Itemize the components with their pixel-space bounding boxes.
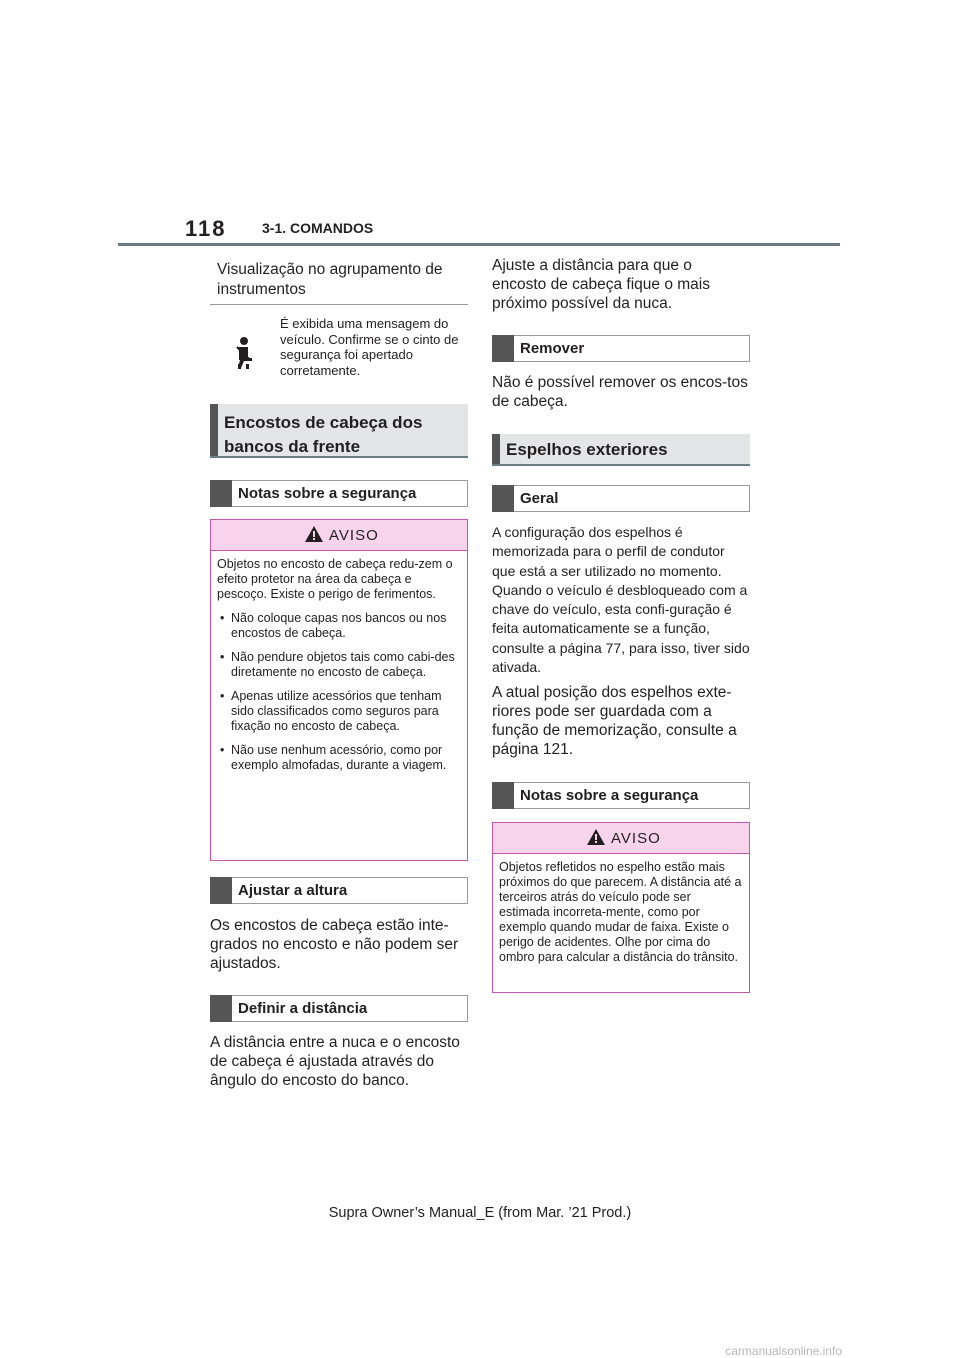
warning-header bbox=[493, 823, 749, 854]
warning-triangle-icon bbox=[587, 829, 605, 850]
heading-bar bbox=[210, 877, 232, 904]
warning-box-headrest bbox=[210, 519, 468, 861]
warning-bullet: • Apenas utilize acessórios que tenham sido classificados como seguros para fixação no encosto de cabeça. bbox=[217, 689, 461, 734]
general-heading bbox=[492, 485, 750, 512]
heading-bar bbox=[210, 995, 232, 1022]
mirrors-heading-text: Espelhos exteriores bbox=[506, 440, 668, 459]
display-title-text: Visualização no agrupamento de instrumentos bbox=[217, 261, 443, 298]
height-heading bbox=[210, 877, 468, 904]
safety-heading-right bbox=[492, 782, 750, 809]
warning-header bbox=[211, 520, 467, 551]
seatbelt-message: É exibida uma mensagem do veículo. Confirme se o cinto de segurança foi apertado corretamente. bbox=[280, 316, 459, 378]
adjust-text: Ajuste a distância para que o encosto de cabeça fique o mais próximo possível da nuca. bbox=[492, 257, 710, 312]
general-text-2: A atual posição dos espelhos exte-riores pode ser guardada com a função de memorização, consulte a página 121. bbox=[492, 684, 737, 758]
watermark: carmanualsonline.info bbox=[725, 1344, 842, 1358]
distance-heading bbox=[210, 995, 468, 1022]
general-text-1: A configuração dos espelhos é memorizada para o perfil de condutor que está a ser utilizado no momento. Quando o veículo é desbloqueado com a chave do veículo, esta confi-guração é feita automaticamente se a função, consulte a página 77, para isso, tiver sido ativada. bbox=[492, 524, 750, 676]
warning-bullet: • Não use nenhum acessório, como por exemplo almofadas, durante a viagem. bbox=[217, 743, 461, 773]
warning-label: AVISO bbox=[611, 830, 661, 847]
warning-bullet: • Não coloque capas nos bancos ou nos encostos de cabeça. bbox=[217, 611, 461, 641]
heading-bar bbox=[492, 782, 514, 809]
remove-heading-text: Remover bbox=[520, 340, 585, 357]
heading-bar bbox=[492, 485, 514, 512]
page-number: 118 bbox=[185, 216, 227, 241]
headrest-heading-text: Encostos de cabeça dos bancos da frente bbox=[224, 413, 423, 456]
general-heading-text: Geral bbox=[520, 490, 559, 507]
safety-heading-right-text: Notas sobre a segurança bbox=[520, 787, 699, 804]
warning-text: Objetos refletidos no espelho estão mais próximos do que parecem. A distância até a terceiros atrás do veículo pode ser estimada incorreta-mente, como por exemplo quando mudar de faixa. Existe o perigo de acidentes. Olhe por cima do ombro para calcular a distância do trânsito. bbox=[499, 860, 742, 964]
heading-bar bbox=[492, 335, 514, 362]
warning-label: AVISO bbox=[329, 527, 379, 544]
height-text: Os encostos de cabeça estão inte-grados no encosto e não podem ser ajustados. bbox=[210, 917, 459, 972]
height-heading-text: Ajustar a altura bbox=[238, 882, 348, 899]
mirrors-heading bbox=[492, 434, 750, 466]
warning-box-mirrors bbox=[492, 822, 750, 993]
remove-text: Não é possível remover os encos-tos de cabeça. bbox=[492, 374, 748, 410]
distance-heading-text: Definir a distância bbox=[238, 1000, 368, 1017]
safety-heading-left bbox=[210, 480, 468, 507]
warning-content bbox=[211, 551, 467, 773]
section-title: 3-1. COMANDOS bbox=[262, 220, 374, 236]
seatbelt-warning-icon bbox=[228, 336, 258, 370]
warning-content bbox=[493, 854, 749, 965]
safety-heading-left-text: Notas sobre a segurança bbox=[238, 485, 417, 502]
warning-triangle-icon bbox=[305, 526, 323, 547]
warning-bullet: • Não pendure objetos tais como cabi-des diretamente no encosto de cabeça. bbox=[217, 650, 461, 680]
warning-intro: Objetos no encosto de cabeça redu-zem o efeito protetor na área da cabeça e pescoço. Existe o perigo de ferimentos. bbox=[217, 557, 453, 601]
distance-text: A distância entre a nuca e o encosto de cabeça é ajustada através do ângulo do encosto do banco. bbox=[210, 1034, 460, 1089]
remove-heading bbox=[492, 335, 750, 362]
header-rule bbox=[118, 243, 840, 246]
heading-bar bbox=[210, 404, 218, 456]
heading-bar bbox=[210, 480, 232, 507]
display-title bbox=[210, 255, 468, 305]
footer-text: Supra Owner’s Manual_E (from Mar. ’21 Prod.) bbox=[328, 1205, 632, 1221]
headrest-heading bbox=[210, 404, 468, 458]
heading-bar bbox=[492, 434, 500, 464]
